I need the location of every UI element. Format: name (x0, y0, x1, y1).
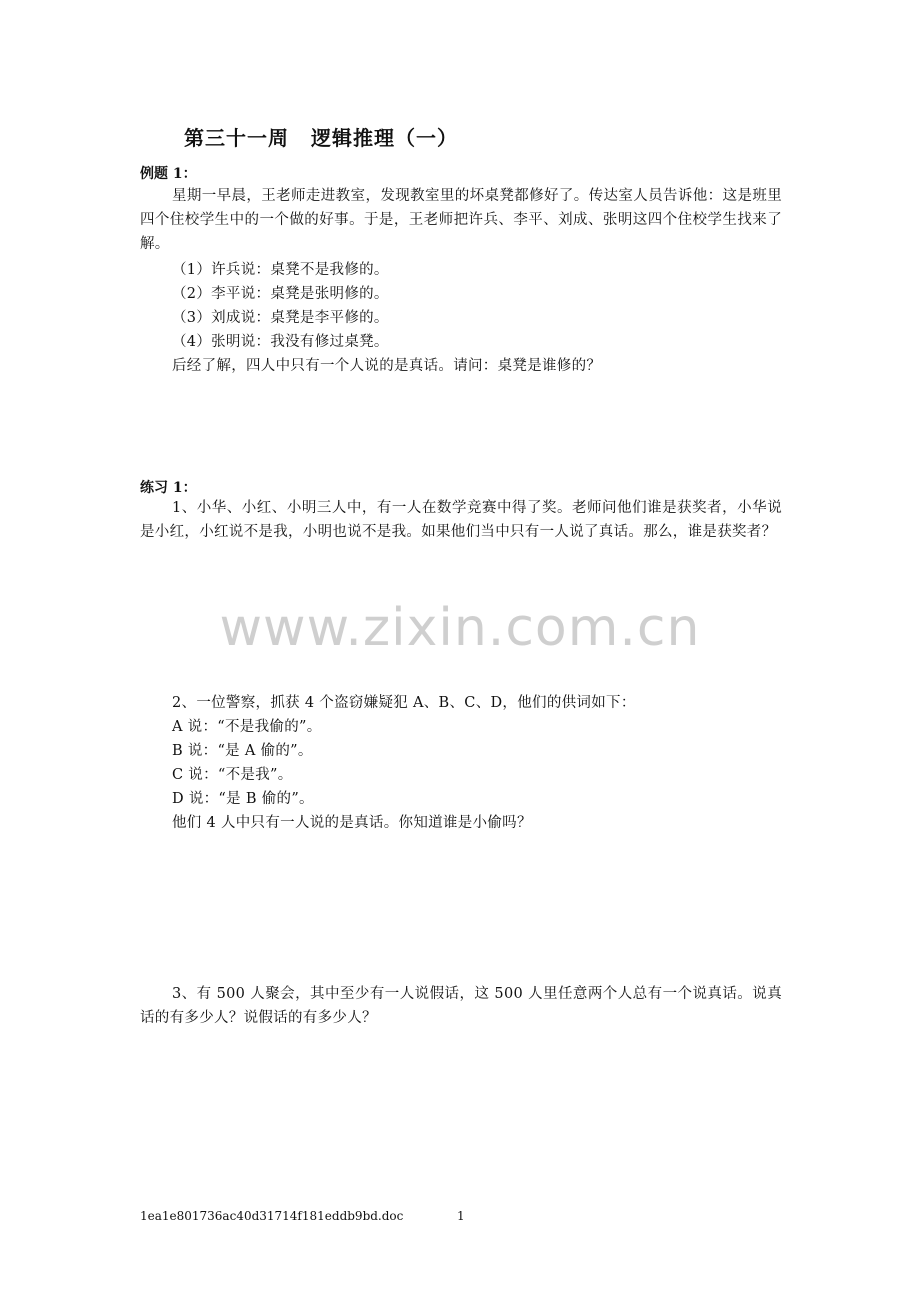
practice-question-2-ask: 他们 4 人中只有一人说的是真话。你知道谁是小偷吗？ (172, 815, 532, 831)
example-statement-2: （2）李平说：桌凳是张明修的。 (172, 286, 389, 302)
suspect-statement-d: D 说：“是 B 偷的”。 (172, 791, 314, 807)
practice-question-1: 1、小华、小红、小明三人中，有一人在数学竞赛中得了奖。老师问他们谁是获奖者，小华说是小红，小红说不是我，小明也说不是我。如果他们当中只有一人说了真话。那么，谁是获奖者？ (140, 500, 782, 540)
page-title (184, 122, 458, 151)
watermark: www.zixin.com.cn (219, 598, 701, 658)
example-statement-3: （3）刘成说：桌凳是李平修的。 (172, 310, 389, 326)
example-statement-1: （1）许兵说：桌凳不是我修的。 (172, 262, 389, 278)
suspect-statement-c: C 说：“不是我”。 (172, 767, 293, 783)
example-statement-4: （4）张明说：我没有修过桌凳。 (172, 334, 389, 350)
practice-label: 练习 1： (140, 480, 197, 496)
example-question: 后经了解，四人中只有一个人说的是真话。请问：桌凳是谁修的？ (172, 358, 602, 374)
practice-question-2-intro: 2、一位警察，抓获 4 个盗窃嫌疑犯 A、B、C、D，他们的供词如下： (172, 695, 636, 711)
example-label: 例题 1： (140, 166, 197, 182)
footer-filename: 1ea1e801736ac40d31714f181eddb9bd.doc (140, 1209, 404, 1223)
suspect-statement-a: A 说：“不是我偷的”。 (172, 719, 322, 735)
title-week: 第三十一周 (184, 126, 289, 150)
title-topic: 逻辑推理（一） (311, 126, 458, 150)
suspect-statement-b: B 说：“是 A 偷的”。 (172, 743, 313, 759)
example-intro: 星期一早晨，王老师走进教室，发现教室里的坏桌凳都修好了。传达室人员告诉他：这是班里四个住校学生中的一个做的好事。于是，王老师把许兵、李平、刘成、张明这四个住校学生找来了解。 (140, 188, 782, 252)
footer-page-number: 1 (457, 1209, 465, 1223)
practice-question-3: 3、有 500 人聚会，其中至少有一人说假话，这 500 人里任意两个人总有一个说真话。说真话的有多少人？说假话的有多少人？ (140, 986, 782, 1026)
